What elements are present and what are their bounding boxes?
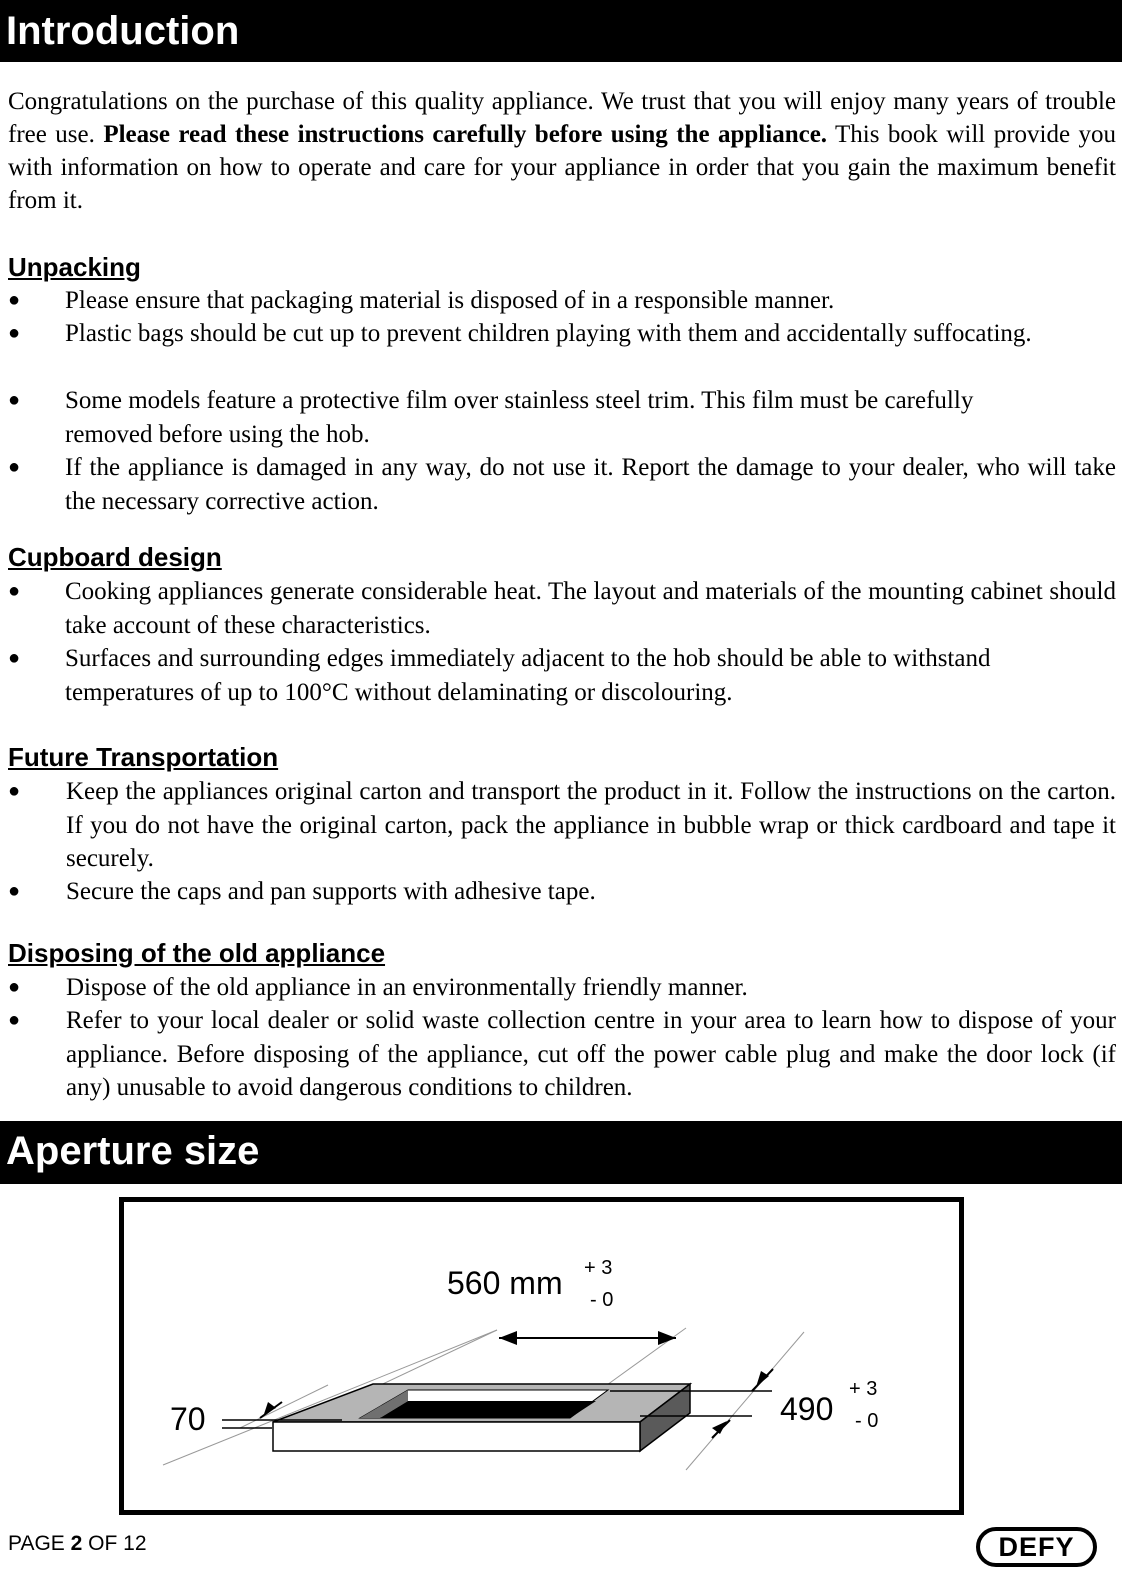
bullet-icon: ● — [8, 456, 21, 478]
list-item-text: Some models feature a protective film over stainless steel trim. This film must be carefully removed before using the hob. — [65, 387, 974, 448]
intro-text-2: This book will provide you with information on how to operate and care for your appliance in order that you gain the maximum benefit from it. — [8, 121, 1116, 214]
list-item-text: Please ensure that packaging material is disposed of in a responsible manner. — [65, 287, 835, 314]
bullet-icon: ● — [8, 647, 21, 669]
section-title-introduction: Introduction — [0, 0, 1122, 62]
list-item-text: Dispose of the old appliance in an environmentally friendly manner. — [66, 974, 748, 1001]
arrow-down-icon — [756, 1371, 769, 1387]
width-label: 560 mm — [447, 1265, 563, 1301]
intro-text-bold: Please read these instructions carefully before using the appliance. — [103, 121, 828, 148]
width-tolerance-plus: + 3 — [584, 1257, 613, 1279]
list-item-text: Secure the caps and pan supports with adhesive tape. — [66, 878, 596, 905]
intro-text-1: Congratulations on the purchase of this quality appliance. We trust that you will enjoy many years of trouble free use. — [8, 88, 1116, 148]
list-item-text: If the appliance is damaged in any way, do not use it. Report the damage to your dealer, who will take the necessary corrective action. — [65, 454, 1116, 515]
depth-tolerance-plus: + 3 — [849, 1378, 878, 1400]
list-item-text: Plastic bags should be cut up to prevent children playing with them and accidentally suffocating. — [65, 320, 1032, 347]
brand-logo: DEFY — [976, 1527, 1097, 1567]
bullet-icon: ● — [8, 289, 21, 311]
arrow-left-icon — [499, 1331, 517, 1345]
worktop-front — [273, 1422, 640, 1451]
list-item-text: Refer to your local dealer or solid waste collection centre in your area to learn how to dispose of your appliance. Before disposing of the appliance, cut off the power cable plug and make the door lock (if any) unusable to avoid dangerous conditions to children. — [66, 1007, 1116, 1101]
depth-label: 490 — [780, 1391, 834, 1427]
arrow-up-icon — [712, 1421, 727, 1434]
bullet-icon: ● — [8, 389, 21, 411]
page-number — [8, 1532, 147, 1556]
bullet-icon: ● — [8, 322, 21, 344]
list-item-text: Keep the appliances original carton and transport the product in it. Follow the instructions on the carton. If you do not have the original carton, pack the appliance in bubble wrap or thick cardboard and tape it securely. — [66, 778, 1116, 872]
list-item-text: Surfaces and surrounding edges immediately adjacent to the hob should be able to withstand temperatures of up to 100°C without delaminating or discolouring. — [65, 645, 991, 706]
bullet-icon: ● — [8, 1009, 21, 1031]
page-prefix: PAGE — [8, 1532, 71, 1555]
guide-line — [368, 1330, 497, 1391]
bullet-icon: ● — [8, 780, 21, 802]
aperture-shadow — [380, 1401, 596, 1418]
depth-tolerance-minus: - 0 — [855, 1410, 879, 1432]
arrow-down-icon — [264, 1402, 276, 1414]
width-tolerance-minus: - 0 — [590, 1289, 614, 1311]
arrow-right-icon — [658, 1331, 676, 1345]
page-current: 2 — [70, 1532, 83, 1555]
heading-cupboard-design: Cupboard design — [8, 542, 222, 572]
heading-disposing: Disposing of the old appliance — [8, 938, 386, 968]
bullet-icon: ● — [8, 580, 21, 602]
heading-future-transportation: Future Transportation — [8, 742, 279, 772]
bullet-icon: ● — [8, 976, 21, 998]
page-suffix: OF 12 — [82, 1532, 147, 1555]
list-item-text: Cooking appliances generate considerable heat. The layout and materials of the mounting cabinet should take account of these characteristics. — [65, 578, 1116, 639]
heading-unpacking: Unpacking — [8, 252, 141, 282]
bullet-icon: ● — [8, 880, 21, 902]
section-title-aperture-size: Aperture size — [0, 1121, 1122, 1184]
thickness-label: 70 — [170, 1401, 206, 1437]
